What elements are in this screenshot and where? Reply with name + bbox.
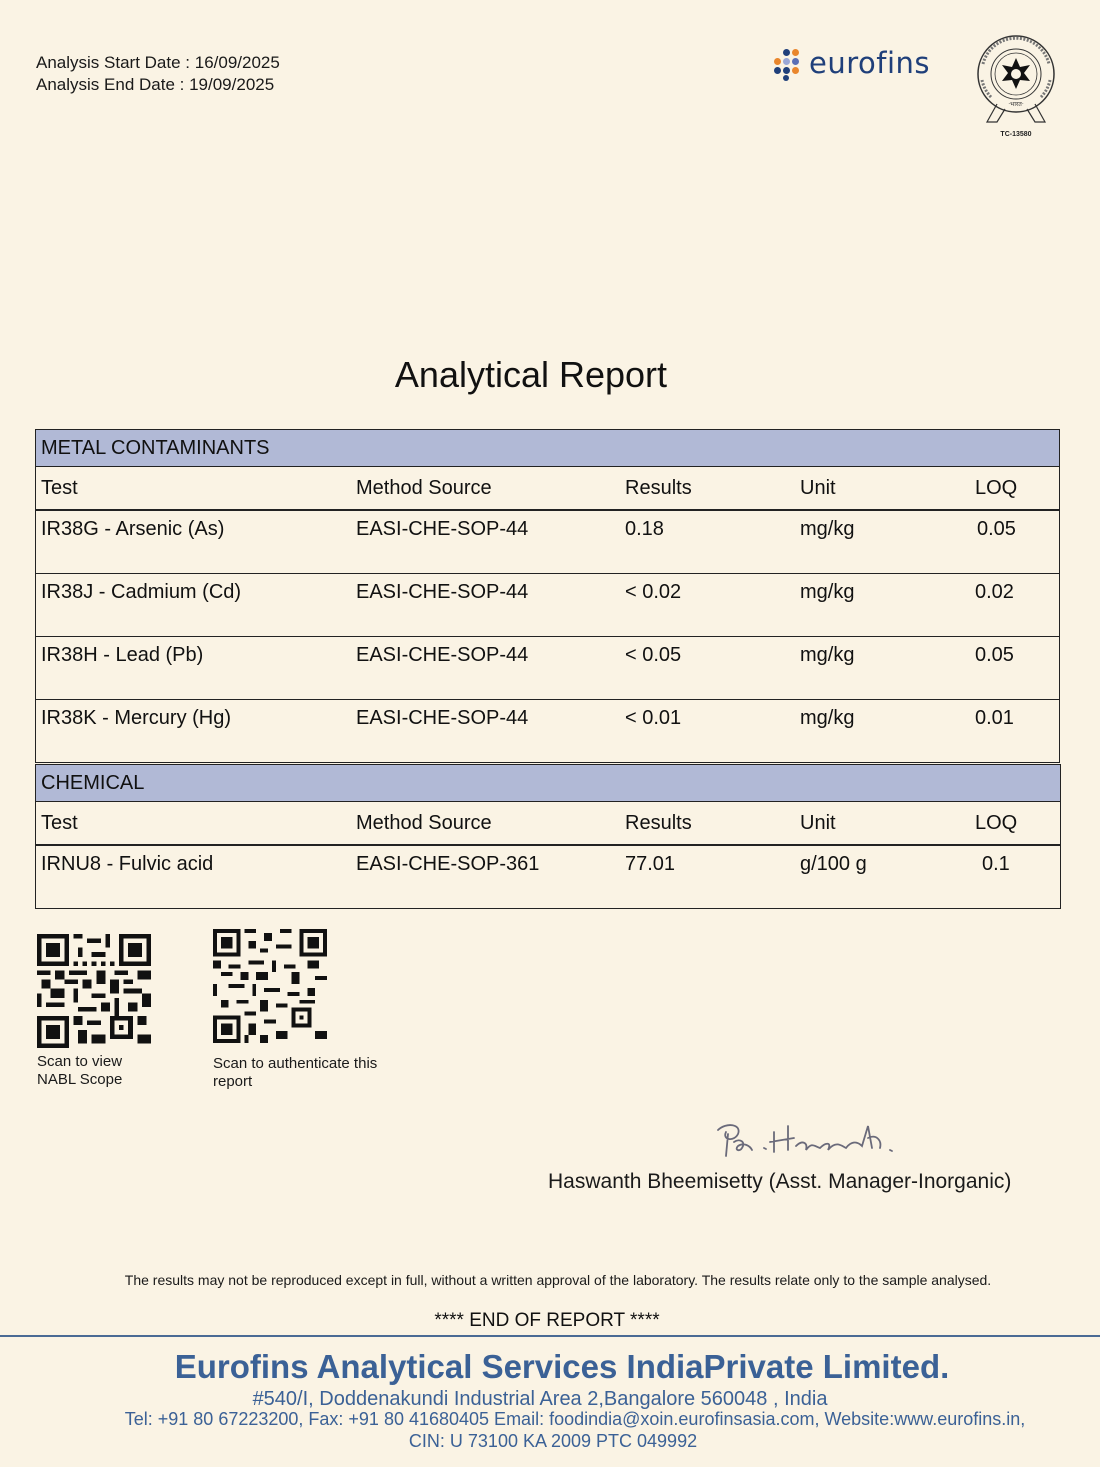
cell-unit: g/100 g [795, 845, 965, 909]
cell-result: 77.01 [620, 845, 795, 909]
metal-contaminants-table [35, 429, 1060, 763]
cell-method: EASI-CHE-SOP-44 [351, 700, 620, 763]
analysis-dates [36, 52, 280, 96]
end-of-report: **** END OF REPORT **** [434, 1310, 660, 1331]
qr-caption [213, 1055, 377, 1091]
start-date-line [36, 52, 280, 74]
table-row [36, 510, 1060, 574]
end-date-label: Analysis End Date : [36, 75, 185, 94]
col-unit: Unit [795, 467, 965, 511]
cell-loq: 0.1 [965, 845, 1061, 909]
cell-method: EASI-CHE-SOP-44 [351, 637, 620, 700]
logo-text: eurofins [809, 46, 931, 80]
table-row [36, 637, 1060, 700]
col-test: Test [36, 802, 352, 846]
report-title: Analytical Report [394, 354, 668, 395]
qr-code-icon[interactable] [213, 929, 327, 1043]
cell-loq: 0.01 [965, 700, 1060, 763]
cell-test: IR38G - Arsenic (As) [36, 510, 352, 574]
company-address: #540/I, Doddenakundi Industrial Area 2,Bangalore 560048 , India [252, 1388, 828, 1410]
cell-method: EASI-CHE-SOP-44 [351, 574, 620, 637]
end-date-value: 19/09/2025 [189, 75, 275, 94]
table-row [36, 700, 1060, 763]
company-cin: CIN: U 73100 KA 2009 PTC 049992 [408, 1431, 698, 1451]
signer-name: Haswanth Bheemisetty (Asst. Manager-Inorganic) [548, 1170, 1012, 1193]
disclaimer-text: The results may not be reproduced except in full, without a written approval of the laboratory. The results relate only to the sample analysed. [124, 1272, 992, 1288]
col-unit: Unit [795, 802, 965, 846]
seal-code: TC-13580 [1000, 131, 1032, 138]
qr-code-icon[interactable] [37, 934, 151, 1048]
cell-result: < 0.02 [620, 574, 795, 637]
cell-method: EASI-CHE-SOP-44 [351, 510, 620, 574]
nabl-seal [975, 34, 1057, 138]
col-method: Method Source [351, 802, 620, 846]
chemical-table [35, 764, 1061, 909]
section-header: CHEMICAL [36, 765, 1061, 802]
svg-text:·भारत·: ·भारत· [1008, 101, 1024, 108]
column-headers [36, 467, 1060, 511]
signature-image [712, 1112, 917, 1167]
cell-result: 0.18 [620, 510, 795, 574]
col-method: Method Source [351, 467, 620, 511]
cell-unit: mg/kg [795, 510, 965, 574]
cell-loq: 0.05 [965, 637, 1060, 700]
table-row [36, 845, 1061, 909]
cell-test: IR38H - Lead (Pb) [36, 637, 352, 700]
qr-caption-line: report [213, 1073, 253, 1090]
end-date-line [36, 74, 280, 96]
col-loq: LOQ [965, 467, 1060, 511]
cell-unit: mg/kg [795, 700, 965, 763]
qr-caption [37, 1053, 151, 1089]
cell-test: IR38J - Cadmium (Cd) [36, 574, 352, 637]
eurofins-logo [771, 46, 930, 80]
cell-unit: mg/kg [795, 574, 965, 637]
cell-loq: 0.02 [965, 574, 1060, 637]
col-results: Results [620, 802, 795, 846]
start-date-label: Analysis Start Date : [36, 53, 191, 72]
col-loq: LOQ [965, 802, 1061, 846]
footer-divider [0, 1335, 1100, 1337]
accreditation-seal-icon [975, 34, 1057, 126]
column-headers [36, 802, 1061, 846]
cell-loq: 0.05 [965, 510, 1060, 574]
cell-method: EASI-CHE-SOP-361 [351, 845, 620, 909]
company-contact: Tel: +91 80 67223200, Fax: +91 80 41680405 Email: foodindia@xoin.eurofinsasia.com, Website:www.eurofins.in, [124, 1409, 1026, 1429]
qr-caption-line: Scan to authenticate this [213, 1055, 378, 1072]
qr-authenticate[interactable] [213, 929, 377, 1091]
qr-caption-line: Scan to view [37, 1053, 123, 1070]
table-row [36, 574, 1060, 637]
cell-result: < 0.05 [620, 637, 795, 700]
cell-unit: mg/kg [795, 637, 965, 700]
logo-dots-icon [771, 47, 803, 79]
company-name: Eurofins Analytical Services IndiaPrivate Limited. [174, 1348, 950, 1385]
col-results: Results [620, 467, 795, 511]
handwritten-signature-icon [712, 1112, 917, 1162]
cell-result: < 0.01 [620, 700, 795, 763]
start-date-value: 16/09/2025 [194, 53, 280, 72]
col-test: Test [36, 467, 352, 511]
section-header: METAL CONTAMINANTS [36, 430, 1060, 467]
cell-test: IR38K - Mercury (Hg) [36, 700, 352, 763]
qr-nabl-scope[interactable] [37, 934, 151, 1089]
cell-test: IRNU8 - Fulvic acid [36, 845, 352, 909]
qr-caption-line: NABL Scope [37, 1071, 123, 1088]
